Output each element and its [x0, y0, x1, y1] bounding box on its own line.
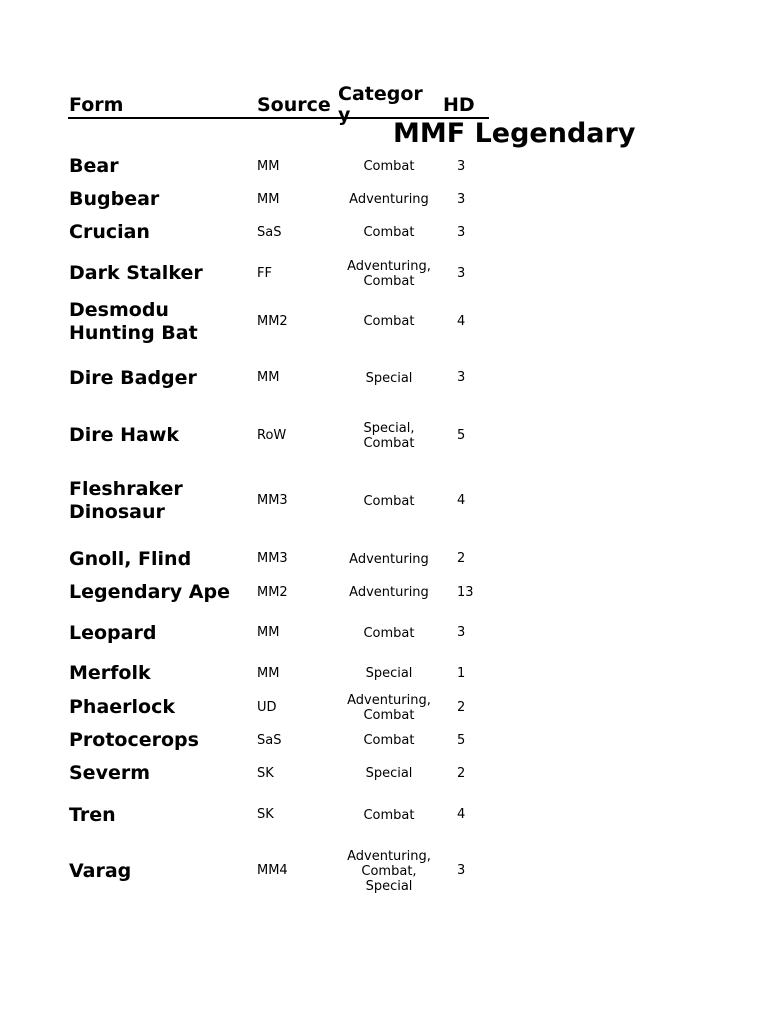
source-cell: RoW [257, 427, 287, 443]
table-row [0, 609, 489, 657]
table-row [0, 790, 489, 840]
category-cell: Combat [363, 733, 415, 748]
table-row [0, 347, 489, 409]
category-cell: Special [365, 766, 413, 781]
form-cell: Desmodu Hunting Bat [69, 298, 198, 344]
form-cell: Phaerlock [69, 696, 175, 718]
column-header-hd: HD [443, 94, 475, 116]
hd-cell: 4 [457, 493, 466, 508]
hd-cell: 3 [457, 863, 466, 878]
form-cell: Legendary Ape [69, 581, 230, 603]
category-cell: Combat [363, 807, 415, 823]
form-cell: Dark Stalker [69, 262, 203, 284]
table-row [0, 462, 489, 540]
sheet-title: MMF Legendary [393, 118, 636, 149]
source-cell: SK [257, 807, 274, 822]
table-row [0, 251, 489, 296]
hd-cell: 1 [457, 665, 466, 681]
source-cell: FF [257, 265, 272, 281]
source-cell: MM2 [257, 313, 288, 329]
hd-cell: 2 [457, 699, 466, 715]
form-cell: Merfolk [69, 662, 151, 684]
source-cell: MM [257, 370, 280, 385]
category-cell: Adventuring, Combat, Special [347, 848, 431, 894]
source-cell: MM [257, 665, 280, 681]
category-cell: Combat [363, 225, 415, 240]
source-cell: MM4 [257, 863, 288, 878]
form-cell: Bear [69, 155, 119, 177]
form-cell: Gnoll, Flind [69, 547, 192, 570]
hd-cell: 13 [457, 584, 474, 600]
table-row [0, 840, 489, 902]
table-row [0, 296, 489, 347]
category-cell: Special, Combat [363, 420, 415, 451]
form-cell: Bugbear [69, 188, 160, 210]
category-cell: Adventuring, Combat [347, 258, 431, 289]
hd-cell: 5 [457, 732, 466, 748]
table-row [0, 216, 489, 249]
source-cell: SaS [257, 732, 282, 748]
form-cell: Severm [69, 762, 151, 784]
category-cell: Combat [363, 493, 415, 509]
table-row [0, 690, 489, 725]
category-cell: Special [365, 370, 413, 386]
hd-cell: 3 [457, 370, 466, 385]
category-cell: Adventuring [349, 585, 429, 600]
column-header-category: Category [338, 83, 423, 126]
category-cell: Adventuring, Combat [347, 692, 431, 723]
hd-cell: 4 [457, 807, 466, 822]
form-cell: Tren [69, 803, 116, 826]
category-cell: Combat [363, 159, 415, 174]
table-row [0, 757, 489, 790]
category-cell: Adventuring [349, 551, 429, 567]
table-row [0, 183, 489, 216]
table-row [0, 724, 489, 757]
source-cell: MM3 [257, 493, 288, 508]
form-cell: Protocerops [69, 729, 199, 751]
table-row [0, 409, 489, 462]
source-cell: UD [257, 699, 277, 715]
source-cell: MM2 [257, 584, 288, 600]
table-row [0, 150, 489, 183]
column-header-source: Source [257, 94, 331, 116]
hd-cell: 3 [457, 265, 466, 281]
form-cell: Varag [69, 859, 132, 882]
table-row [0, 540, 489, 578]
source-cell: SaS [257, 224, 282, 240]
table-row [0, 657, 489, 690]
form-cell: Leopard [69, 621, 157, 644]
hd-cell: 2 [457, 551, 466, 566]
form-cell: Crucian [69, 221, 150, 243]
form-cell: Dire Hawk [69, 424, 180, 446]
source-cell: MM [257, 625, 280, 640]
form-cell: Fleshraker Dinosaur [69, 478, 183, 523]
hd-cell: 2 [457, 765, 466, 781]
category-cell: Special [365, 666, 413, 681]
hd-cell: 5 [457, 427, 466, 443]
form-cell: Dire Badger [69, 366, 197, 389]
hd-cell: 3 [457, 224, 466, 240]
column-header-form: Form [69, 94, 124, 116]
hd-cell: 3 [457, 191, 466, 207]
source-cell: MM3 [257, 551, 288, 566]
category-cell: Adventuring [349, 192, 429, 207]
source-cell: SK [257, 765, 274, 781]
hd-cell: 3 [457, 158, 466, 174]
category-cell: Combat [363, 314, 415, 329]
hd-cell: 4 [457, 313, 466, 329]
category-cell: Combat [363, 625, 415, 641]
hd-cell: 3 [457, 625, 466, 640]
source-cell: MM [257, 158, 280, 174]
table-row [0, 576, 489, 609]
source-cell: MM [257, 191, 280, 207]
